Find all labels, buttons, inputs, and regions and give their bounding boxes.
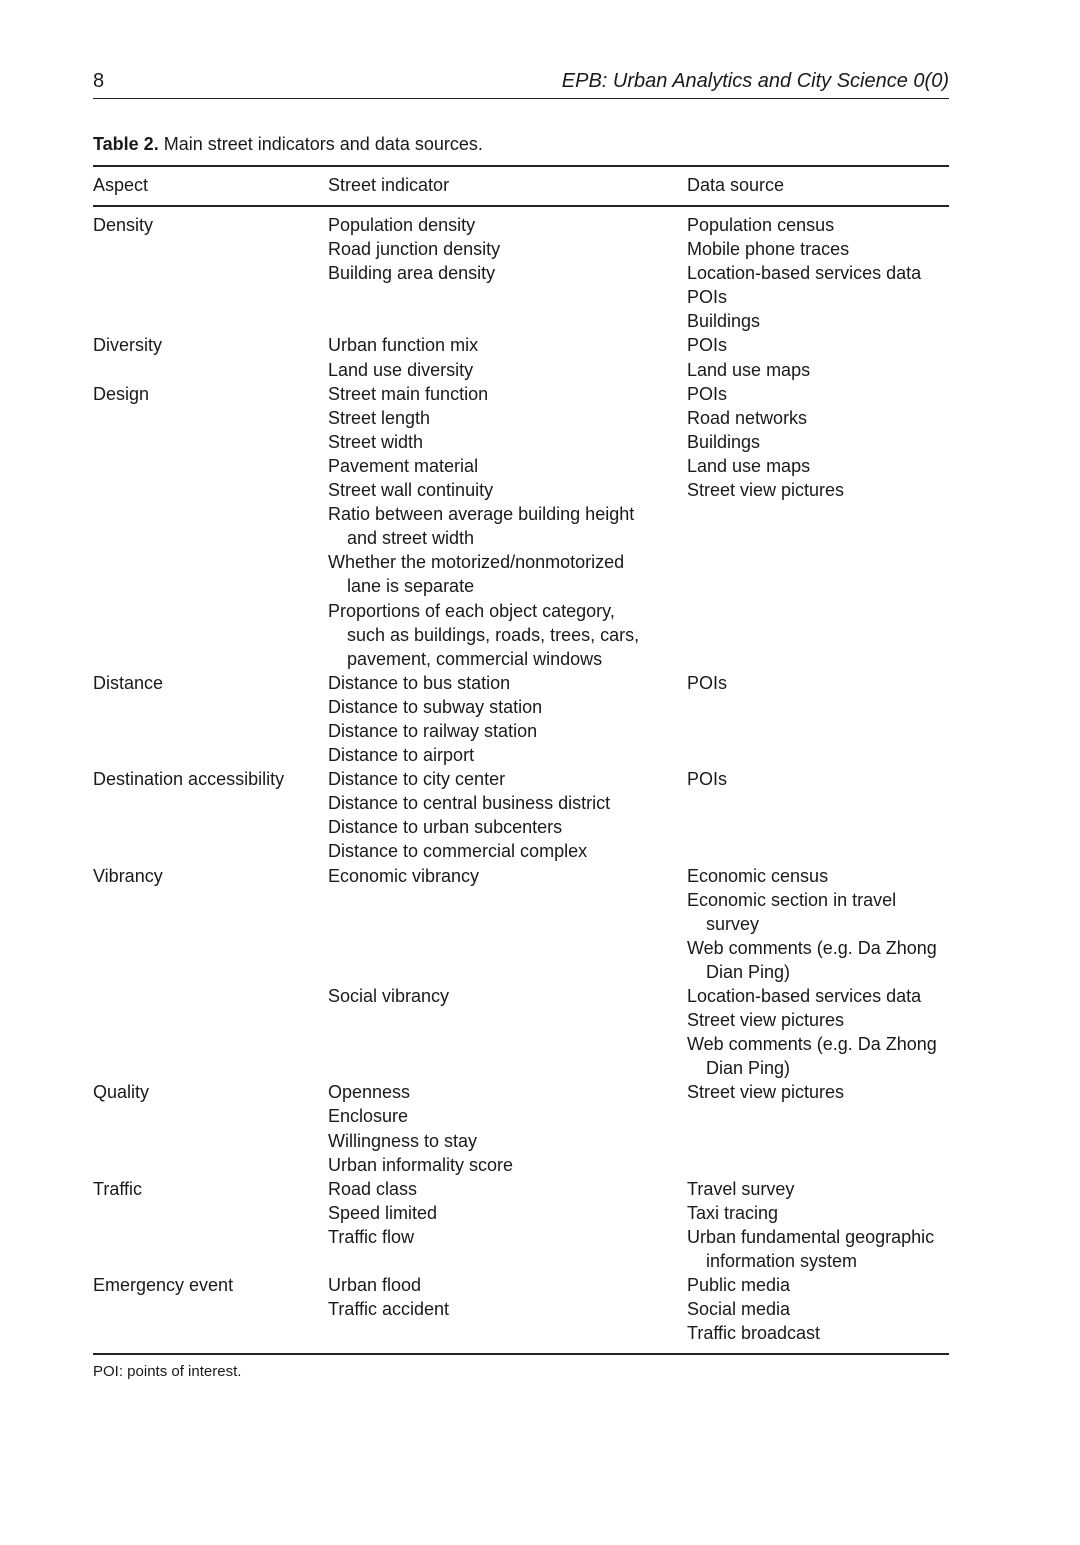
source-line: Urban fundamental geographic — [687, 1226, 935, 1247]
table-row — [93, 1273, 949, 1345]
indicator-cell — [328, 767, 687, 863]
indicator-line: Distance to subway station — [328, 696, 543, 717]
table-row — [93, 671, 949, 767]
source-line: Public media — [687, 1275, 791, 1296]
indicator-line: and street width — [347, 528, 475, 549]
aspect-line: Emergency event — [93, 1275, 234, 1296]
aspect-cell — [93, 1080, 328, 1104]
table-row — [93, 984, 949, 1080]
source-line: POIs — [687, 672, 728, 693]
source-line: Buildings — [687, 311, 761, 332]
indicator-line: Traffic flow — [328, 1226, 415, 1247]
source-line: Travel survey — [687, 1178, 795, 1199]
indicator-line: lane is separate — [347, 576, 475, 597]
indicator-cell — [328, 1177, 687, 1249]
indicator-line: Social vibrancy — [328, 986, 450, 1006]
source-line: Land use maps — [687, 359, 811, 380]
aspect-cell — [93, 671, 328, 695]
journal-title: EPB: Urban Analytics and City Science 0(0) — [561, 70, 949, 92]
indicator-line: Street wall continuity — [328, 480, 494, 501]
source-cell — [687, 767, 949, 791]
indicator-line: Street length — [328, 407, 431, 428]
indicator-line: Building area density — [328, 263, 496, 284]
indicator-line: Pavement material — [328, 455, 479, 476]
source-cell — [687, 1080, 949, 1104]
indicator-line: Urban function mix — [328, 335, 479, 356]
column-header-source: Data source — [687, 175, 785, 195]
source-line: information system — [706, 1251, 858, 1272]
source-line: Population census — [687, 215, 835, 235]
indicator-line: Urban informality score — [328, 1154, 514, 1175]
source-cell — [687, 1177, 949, 1273]
indicator-line: Distance to airport — [328, 745, 475, 766]
source-line: POIs — [687, 335, 728, 356]
indicator-line: Enclosure — [328, 1106, 409, 1127]
source-line: Buildings — [687, 431, 761, 452]
indicator-line: Whether the motorized/nonmotorized — [328, 552, 625, 573]
indicator-line: Urban flood — [328, 1275, 422, 1296]
source-cell — [687, 382, 949, 502]
indicator-line: such as buildings, roads, trees, cars, — [347, 624, 640, 645]
table-row — [93, 333, 949, 381]
aspect-cell — [93, 1273, 328, 1297]
source-line: Economic section in travel — [687, 889, 897, 910]
indicator-cell — [328, 213, 687, 285]
indicator-cell — [328, 864, 687, 888]
indicator-line: pavement, commercial windows — [347, 648, 603, 669]
indicator-line: Distance to commercial complex — [328, 841, 588, 862]
aspect-line: Destination accessibility — [93, 769, 285, 790]
indicator-line: Distance to urban subcenters — [328, 817, 563, 838]
table-top-rule — [93, 165, 949, 167]
source-line: Location-based services data — [687, 986, 922, 1006]
aspect-line: Quality — [93, 1082, 150, 1103]
table-bottom-rule — [93, 1353, 949, 1355]
indicator-line: Willingness to stay — [328, 1130, 478, 1151]
indicator-line: Population density — [328, 215, 476, 235]
indicator-line: Street main function — [328, 383, 489, 404]
source-line: Street view pictures — [687, 1010, 845, 1031]
source-line: POIs — [687, 383, 728, 404]
indicator-cell — [328, 1080, 687, 1176]
source-line: Dian Ping) — [706, 961, 791, 982]
indicator-line: Land use diversity — [328, 359, 474, 380]
source-line: Location-based services data — [687, 263, 922, 284]
source-line: Street view pictures — [687, 480, 845, 501]
aspect-line: Density — [93, 215, 154, 235]
column-header-aspect: Aspect — [93, 175, 149, 195]
indicator-line: Traffic accident — [328, 1299, 450, 1320]
source-cell — [687, 864, 949, 984]
source-cell — [687, 333, 949, 381]
source-cell — [687, 213, 949, 333]
indicator-line: Distance to central business district — [328, 793, 611, 814]
source-line: Land use maps — [687, 455, 811, 476]
table-row — [93, 864, 949, 984]
indicator-line: Proportions of each object category, — [328, 600, 615, 621]
source-line: Taxi tracing — [687, 1202, 779, 1223]
aspect-cell — [93, 864, 328, 888]
aspect-line: Distance — [93, 672, 164, 693]
table-caption — [93, 134, 483, 155]
source-line: survey — [706, 913, 760, 934]
table-row — [93, 1177, 949, 1273]
indicator-cell — [328, 382, 687, 671]
source-line: Web comments (e.g. Da Zhong — [687, 937, 937, 958]
aspect-cell — [93, 382, 328, 406]
aspect-line: Diversity — [93, 335, 163, 356]
source-line: Web comments (e.g. Da Zhong — [687, 1034, 937, 1055]
caption-label: Table 2. — [93, 134, 159, 154]
aspect-cell — [93, 1177, 328, 1201]
indicator-line: Economic vibrancy — [328, 865, 480, 886]
table-row — [93, 213, 949, 333]
indicator-line: Road junction density — [328, 239, 501, 260]
indicator-cell — [328, 984, 687, 1008]
source-line: Traffic broadcast — [687, 1323, 821, 1344]
aspect-cell — [93, 213, 328, 237]
aspect-line: Traffic — [93, 1178, 143, 1199]
table-row — [93, 767, 949, 863]
table-footnote: POI: points of interest. — [93, 1363, 242, 1380]
indicator-line: Distance to railway station — [328, 720, 538, 741]
indicator-line: Road class — [328, 1178, 418, 1199]
column-header-indicator: Street indicator — [328, 175, 450, 195]
source-line: Street view pictures — [687, 1082, 845, 1103]
source-line: Mobile phone traces — [687, 239, 850, 260]
indicator-cell — [328, 1273, 687, 1321]
table-header-rule — [93, 205, 949, 207]
indicator-line: Speed limited — [328, 1202, 438, 1223]
page-number: 8 — [93, 70, 105, 92]
aspect-cell — [93, 767, 328, 791]
indicator-cell — [328, 671, 687, 767]
indicator-line: Openness — [328, 1082, 411, 1103]
table-row — [93, 382, 949, 671]
caption-text: Main street indicators and data sources. — [163, 134, 483, 154]
table-body — [93, 213, 949, 1345]
indicator-line: Street width — [328, 431, 424, 452]
source-cell — [687, 671, 949, 695]
source-line: Economic census — [687, 865, 829, 886]
indicator-line: Distance to city center — [328, 769, 506, 790]
table-row — [93, 1080, 949, 1176]
header-rule — [93, 98, 949, 99]
source-cell — [687, 1273, 949, 1345]
aspect-line: Design — [93, 383, 150, 404]
aspect-line: Vibrancy — [93, 865, 163, 886]
indicator-line: Distance to bus station — [328, 672, 511, 693]
source-line: Road networks — [687, 407, 808, 428]
source-line: POIs — [687, 769, 728, 790]
indicator-cell — [328, 333, 687, 381]
indicator-line: Ratio between average building height — [328, 504, 635, 525]
source-line: POIs — [687, 287, 728, 308]
source-line: Dian Ping) — [706, 1058, 791, 1079]
source-cell — [687, 984, 949, 1080]
source-line: Social media — [687, 1299, 791, 1320]
aspect-cell — [93, 333, 328, 357]
